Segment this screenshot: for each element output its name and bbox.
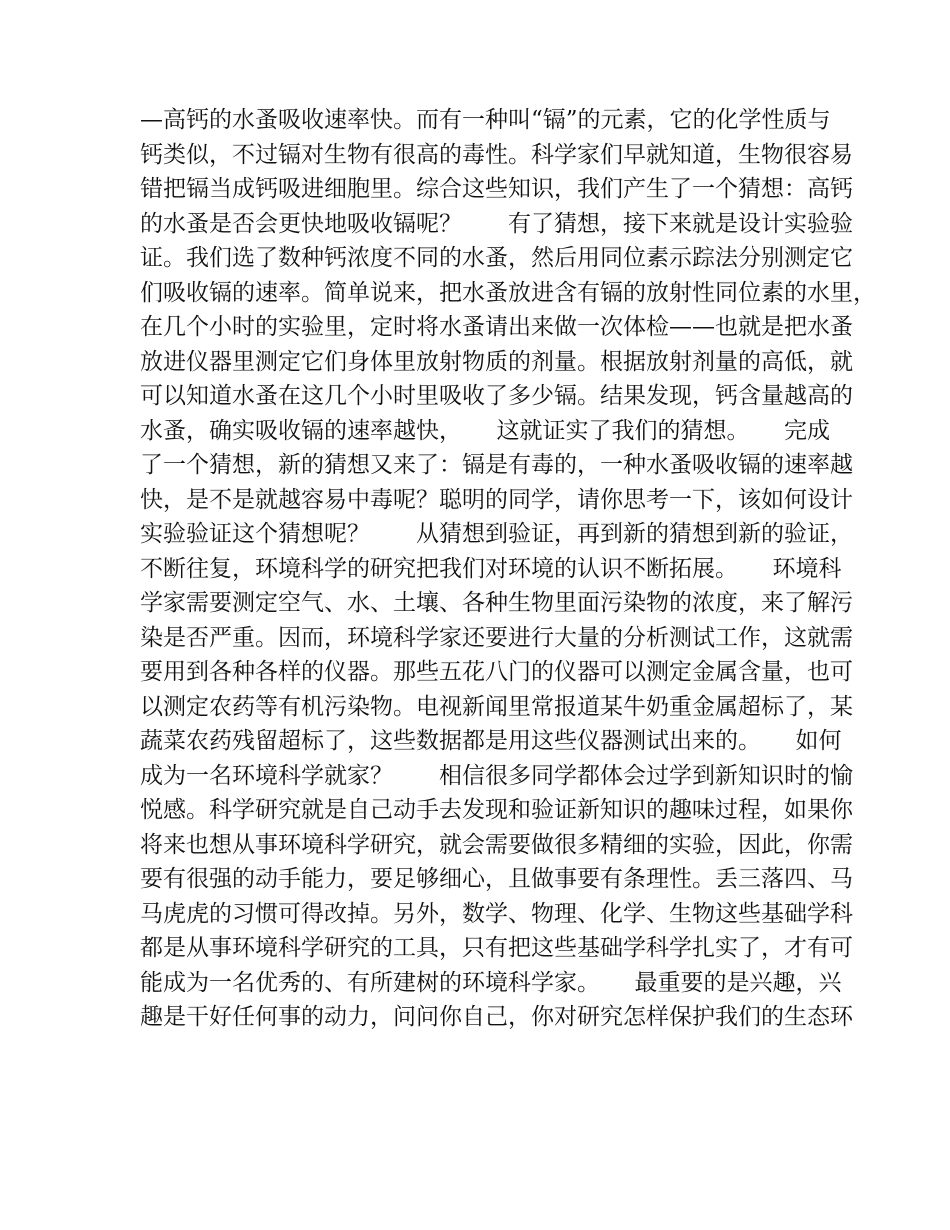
text-line: 染是否严重。因而，环境科学家还要进行大量的分析测试工作，这就需 [140, 624, 853, 651]
text-line: 马虎虎的习惯可得改掉。另外，数学、物理、化学、生物这些基础学科 [140, 900, 853, 927]
text-line: —高钙的水蚤吸收速率快。而有一种叫“镉”的元素，它的化学性质与 [140, 107, 831, 133]
text-line: 们吸收镉的速率。简单说来，把水蚤放进含有镉的放射性同位素的水里， [140, 279, 876, 306]
text-line: 蔬菜农药残留超标了，这些数据都是用这些仪器测试出来的。 如何 [140, 728, 842, 754]
text-line: 要有很强的动手能力，要足够细心，且做事要有条理性。丢三落四、马 [140, 866, 853, 892]
body-text [140, 103, 876, 1035]
text-line: 学家需要测定空气、水、土壤、各种生物里面污染物的浓度，来了解污 [140, 590, 853, 616]
text-line: 以测定农药等有机污染物。电视新闻里常报道某牛奶重金属超标了，某 [140, 693, 853, 720]
text-line: 将来也想从事环境科学研究，就会需要做很多精细的实验，因此，你需 [140, 831, 853, 858]
text-line: 能成为一名优秀的、有所建树的环境科学家。 最重要的是兴趣，兴 [140, 969, 842, 996]
text-line: 趣是干好任何事的动力，问问你自己，你对研究怎样保护我们的生态环 [140, 1004, 853, 1030]
text-line: 成为一名环境科学就家？ 相信很多同学都体会过学到新知识时的愉 [140, 762, 853, 789]
text-line: 不断往复，环境科学的研究把我们对环境的认识不断拓展。 环境科 [140, 555, 842, 582]
text-line: 钙类似，不过镉对生物有很高的毒性。科学家们早就知道，生物很容易 [140, 141, 853, 168]
text-line: 证。我们选了数种钙浓度不同的水蚤，然后用同位素示踪法分别测定它 [140, 245, 853, 271]
text-line: 快，是不是就越容易中毒呢？聪明的同学，请你思考一下，该如何设计 [140, 486, 853, 513]
text-line: 错把镉当成钙吸进细胞里。综合这些知识，我们产生了一个猜想：高钙 [140, 176, 853, 202]
text-line: 的水蚤是否会更快地吸收镉呢？ 有了猜想，接下来就是设计实验验 [140, 210, 853, 237]
text-line: 可以知道水蚤在这几个小时里吸收了多少镉。结果发现，钙含量越高的 [140, 383, 853, 409]
text-line: 了一个猜想，新的猜想又来了：镉是有毒的，一种水蚤吸收镉的速率越 [140, 452, 853, 478]
text-line: 实验验证这个猜想呢？ 从猜想到验证，再到新的猜想到新的验证， [140, 521, 853, 547]
text-line: 都是从事环境科学研究的工具，只有把这些基础学科学扎实了，才有可 [140, 935, 853, 961]
text-line: 水蚤，确实吸收镉的速率越快， 这就证实了我们的猜想。 完成 [140, 417, 830, 444]
text-line: 放进仪器里测定它们身体里放射物质的剂量。根据放射剂量的高低，就 [140, 348, 853, 375]
text-line: 要用到各种各样的仪器。那些五花八门的仪器可以测定金属含量，也可 [140, 659, 853, 685]
text-line: 在几个小时的实验里，定时将水蚤请出来做一次体检——也就是把水蚤 [140, 314, 853, 340]
text-line: 悦感。科学研究就是自己动手去发现和验证新知识的趣味过程，如果你 [140, 797, 853, 823]
